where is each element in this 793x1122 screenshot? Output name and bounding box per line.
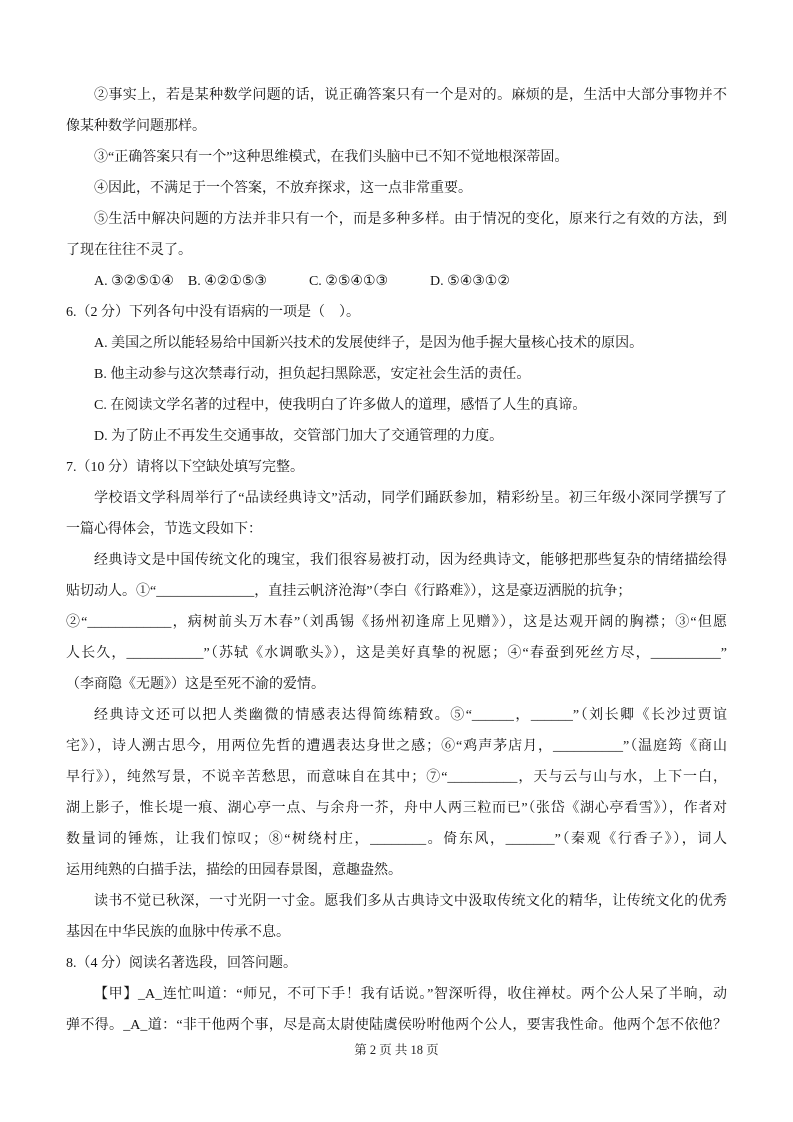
text-line: （李商隐《无题》）这是至死不渝的爱情。 <box>66 677 325 692</box>
text-line: 学校语文学科周举行了“品读经典诗文”活动，同学们踊跃参加，精彩纷呈。初三年级小深同学撰写了 <box>94 491 727 506</box>
text-line: ②“____________，病树前头万木春”（刘禹锡《扬州初逢席上见赠》），这是达观开阔的胸襟；③“但愿 <box>66 615 727 630</box>
text-line: 早行》），纯然写景，不说辛苦愁思，而意味自在其中；⑦“__________，天与云与山与水，上下一白， <box>66 770 727 785</box>
text-line: ⑤生活中解决问题的方法并非只有一个，而是多种多样。由于情况的变化，原来行之有效的方法，到 <box>94 212 727 227</box>
text-line: 6.（2 分）下列各句中没有语病的一项是（ ）。 <box>66 305 360 320</box>
text-line: 基因在中华民族的血脉中传承不息。 <box>66 925 290 940</box>
text-line: ②事实上，若是某种数学问题的话，说正确答案只有一个是对的。麻烦的是，生活中大部分事物并不 <box>94 88 727 103</box>
document-body <box>66 80 727 1041</box>
text-line: 人长久，___________”（苏轼《水调歌头》），这是美好真挚的祝愿；④“春蚕到死丝方尽，__________” <box>66 646 727 661</box>
text-line: 了现在往往不灵了。 <box>66 243 192 258</box>
text-line: 贴切动人。①“______________，直挂云帆济沧海”（李白《行路难》），这是豪迈洒脱的抗争； <box>66 584 632 599</box>
text-line: 弹不得。_A_道：“非干他两个事，尽是高太尉使陆虞侯吩咐他两个公人，要害我性命。他两个怎不依他？ <box>66 1018 727 1033</box>
text-line: 【甲】_A_连忙叫道：“师兄，不可下手！我有话说。”智深听得，收住禅杖。两个公人呆了半晌，动 <box>94 987 727 1002</box>
text-line: 经典诗文是中国传统文化的瑰宝，我们很容易被打动，因为经典诗文，能够把那些复杂的情绪描绘得 <box>94 553 727 568</box>
text-line: C. 在阅读文学名著的过程中，使我明白了许多做人的道理，感悟了人生的真谛。 <box>94 398 587 413</box>
text-line: 湖上影子，惟长堤一痕、湖心亭一点、与余舟一芥，舟中人两三粒而已”（张岱《湖心亭看雪》），作者对 <box>66 801 727 816</box>
text-line: 运用纯熟的白描手法，描绘的田园春景图，意趣盎然。 <box>66 863 402 878</box>
text-line: A. 美国之所以能轻易给中国新兴技术的发展使绊子，是因为他手握大量核心技术的原因。 <box>94 336 644 351</box>
text-line: 像某种数学问题那样。 <box>66 119 206 134</box>
text-line: D. 为了防止不再发生交通事故，交管部门加大了交通管理的力度。 <box>94 429 504 444</box>
text-line: ④因此，不满足于一个答案，不放弃探求，这一点非常重要。 <box>94 181 472 196</box>
text-line: 经典诗文还可以把人类幽微的情感表达得简练精致。⑤“______，______”（刘长卿《长沙过贾谊 <box>94 708 727 723</box>
text-line: ③“正确答案只有一个”这种思维模式，在我们头脑中已不知不觉地根深蒂固。 <box>94 150 569 165</box>
text-line: 一篇心得体会，节选文段如下： <box>66 522 262 537</box>
text-line: 数量词的锤炼，让我们惊叹；⑧“树绕村庄，________。倚东风，_______”（秦观《行香子》），词人 <box>66 832 727 847</box>
page-footer: 第 2 页 共 18 页 <box>354 1043 439 1057</box>
text-line: 宅》），诗人溯古思今，用两位先哲的遭遇表达身世之感；⑥“鸡声茅店月，__________”（温庭筠《商山 <box>66 739 727 754</box>
text-line: 7.（10 分）请将以下空缺处填写完整。 <box>66 460 304 475</box>
text-line: 读书不觉已秋深，一寸光阴一寸金。愿我们多从古典诗文中汲取传统文化的精华，让传统文化的优秀 <box>94 894 727 909</box>
text-line: B. 他主动参与这次禁毒行动，担负起扫黑除恶，安定社会生活的责任。 <box>94 367 531 382</box>
text-line: 8.（4 分）阅读名著选段，回答问题。 <box>66 956 297 971</box>
text-line: A. ③②⑤①④ B. ④②①⑤③ C. ②⑤④①③ D. ⑤④③①② <box>94 274 510 289</box>
